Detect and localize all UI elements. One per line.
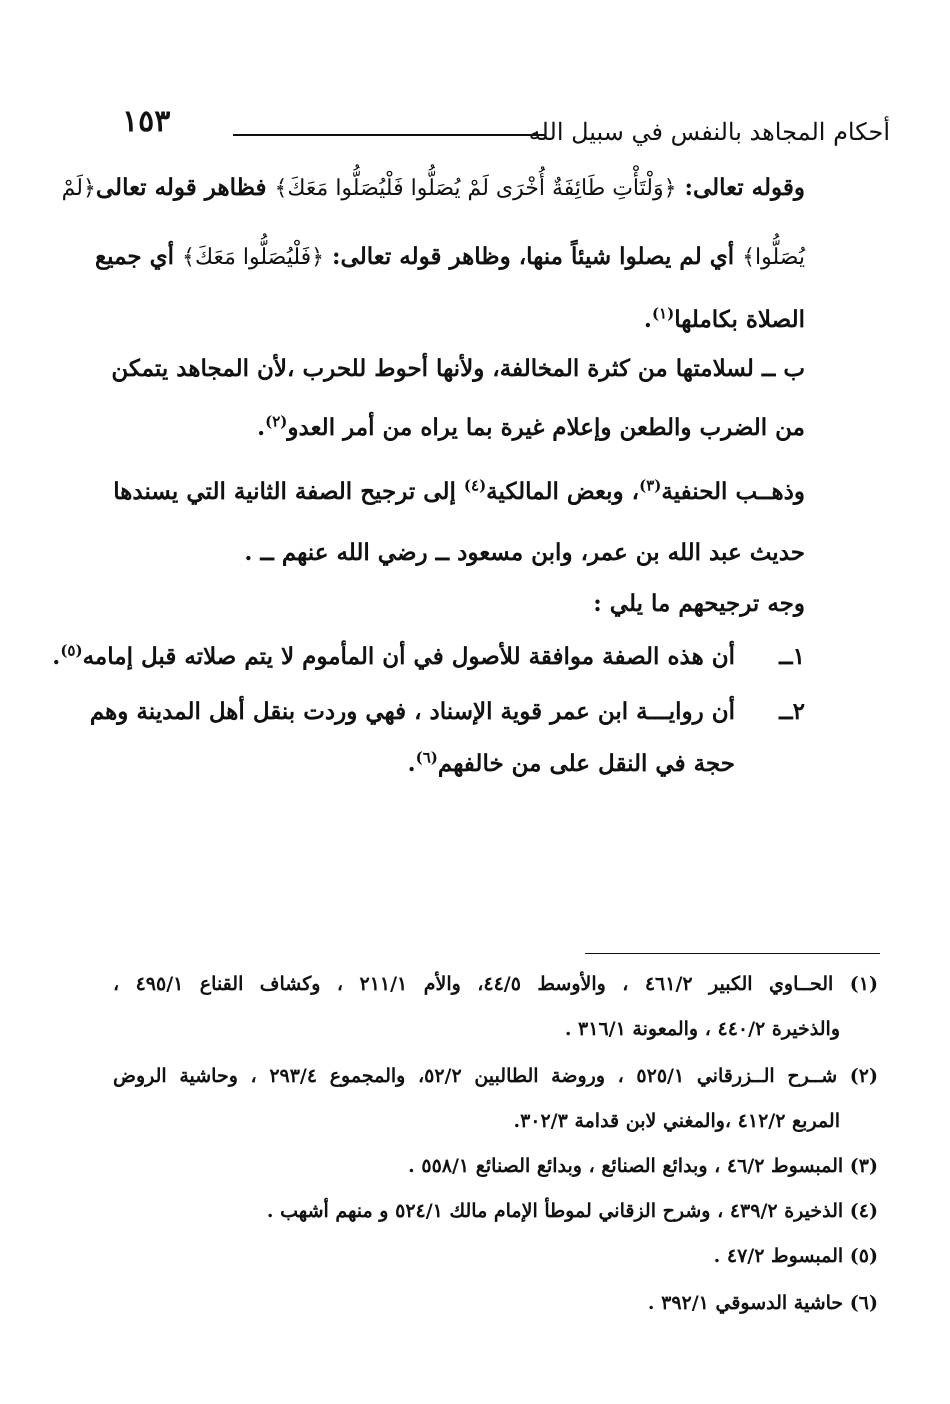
body-line-6 <box>115 478 805 505</box>
body-line-5 <box>115 414 805 441</box>
quran-quote: يُصَلُّوا﴾ <box>742 245 805 270</box>
footnote-ref: (٤) <box>463 476 487 495</box>
body-line-2 <box>94 243 805 270</box>
header-rule <box>233 134 545 136</box>
body-text: أي لم يصلوا شيئاً منها، وظاهر قوله تعالى: <box>324 243 743 270</box>
body-text: وقوله تعالى: <box>676 174 805 201</box>
body-line-4 <box>111 355 805 382</box>
body-text: وجه ترجيحهم ما يلي : <box>593 590 805 617</box>
footnote-5: (٥) المبسوط ٤٧/٢ . <box>713 1245 878 1267</box>
body-line-7 <box>115 539 805 566</box>
body-text: ب ــ لسلامتها من كثرة المخالفة، ولأنها أحوط للحرب ،لأن المجاهد يتمكن <box>111 355 805 382</box>
list-item-text <box>89 698 735 725</box>
footnote-1: (١) الحــاوي الكبير ٤٦١/٢ ، والأوسط ٤٤/٥، والأم ٢١١/١ ، وكشاف القناع ٤٩٥/١ ، <box>113 973 878 995</box>
footnote-3: (٣) المبسوط ٤٦/٢ ، وبدائع الصنائع ، وبدائع الصنائع ٥٥٨/١ . <box>408 1155 878 1177</box>
footnote-ref: (١) <box>651 304 675 323</box>
body-text: أي جميع <box>94 243 183 270</box>
body-text: ، وبعض المالكية <box>486 478 640 505</box>
footnote-ref: (٥) <box>60 641 83 660</box>
body-text: من الضرب والطعن وإعلام غيرة بما يراه من أمر العدو <box>287 414 805 441</box>
body-line-8 <box>115 590 805 617</box>
quran-quote: ﴿لَمْ <box>61 176 96 201</box>
body-text: فظاهر قوله تعالى <box>95 174 275 201</box>
footnote-separator <box>585 953 880 954</box>
footnote-4: (٤) الذخيرة ٤٣٩/٢ ، وشرح الزقاني لموطأ الإمام مالك ٥٢٤/١ و منهم أشهب . <box>266 1200 878 1222</box>
footnote-6: (٦) حاشية الدسوقي ٣٩٢/١ . <box>647 1292 878 1314</box>
page-number: ١٥٣ <box>122 104 171 139</box>
body-line-1 <box>61 174 805 201</box>
body-text: أن هذه الصفة موافقة للأصول في أن المأموم لا يتم صلاته قبل إمامه <box>82 643 735 670</box>
body-text: إلى ترجيح الصفة الثانية التي يسندها <box>113 478 464 505</box>
body-text: . <box>643 306 652 333</box>
body-text: حجة في النقل على من خالفهم <box>437 750 735 777</box>
list-item-number: ٢ــ <box>779 698 805 725</box>
body-line-3 <box>115 306 805 333</box>
body-text: . <box>257 414 266 441</box>
footnote-ref: (٢) <box>265 412 288 431</box>
list-item-number: ١ــ <box>779 643 805 670</box>
list-item-text <box>52 641 735 670</box>
footnote-ref: (٣) <box>639 476 662 495</box>
body-text: . <box>52 643 61 670</box>
running-header-title: أحكام المجاهد بالنفس في سبيل الله <box>528 118 890 146</box>
quran-quote: ﴿وَلْتَأْتِ طَائِفَةٌ أُخْرَى لَمْ يُصَلُّوا فَلْيُصَلُّوا مَعَكَ﴾ <box>274 176 677 201</box>
list-item-text-continued <box>115 750 735 777</box>
footnote-2: (٢) شــرح الــزرقاني ٥٢٥/١ ، وروضة الطالبين ٥٢/٢، والمجموع ٢٩٣/٤ ، وحاشية الروض <box>113 1065 878 1087</box>
body-text: وذهــب الحنفية <box>661 478 805 505</box>
body-text: أن روايـــة ابن عمر قوية الإسناد ، فهي وردت بنقل أهل المدينة وهم <box>89 698 735 725</box>
body-text: حديث عبد الله بن عمر، وابن مسعود ــ رضي الله عنهم ــ . <box>244 539 805 566</box>
body-text: الصلاة بكاملها <box>674 306 805 333</box>
footnote-ref: (٦) <box>415 748 438 767</box>
quran-quote: ﴿فَلْيُصَلُّوا مَعَكَ﴾ <box>182 245 325 270</box>
footnote-1-continued: والذخيرة ٤٤٠/٢ ، والمعونة ٣١٦/١ . <box>564 1018 840 1040</box>
body-text: . <box>407 750 416 777</box>
footnote-2-continued: المربع ٤١٢/٢ ،والمغني لابن قدامة ٣٠٢/٣. <box>513 1110 840 1132</box>
